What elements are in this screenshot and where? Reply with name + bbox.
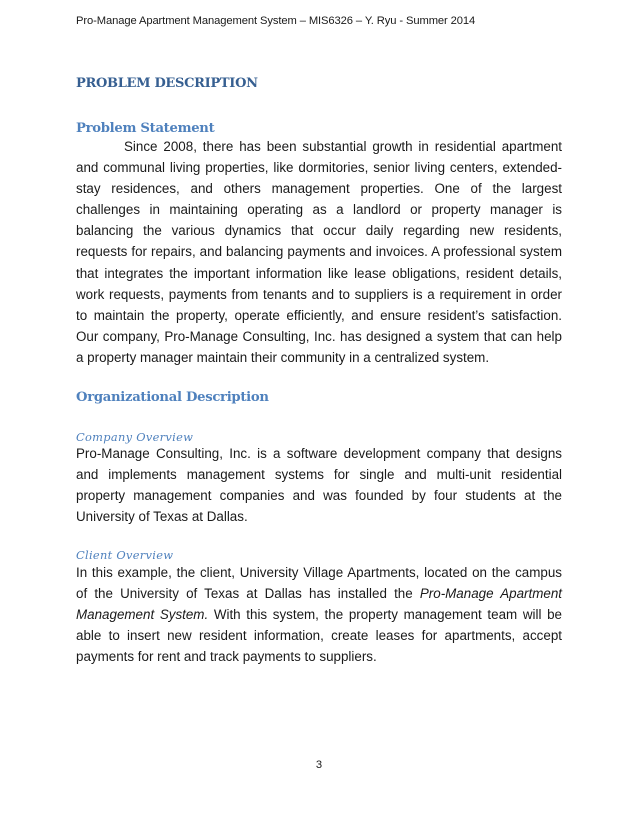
client-overview-text-before: In this example, the client, University Village Apartments, located on the campus of the University of Texas at Dallas has installed the xyxy=(76,565,562,602)
running-header: Pro-Manage Apartment Management System – MIS6326 – Y. Ryu - Summer 2014 xyxy=(76,15,476,27)
client-overview-text-after: With this system, the property management team will be able to insert new resident information, create leases for apartments, accept payments for rent and track payments to suppliers. xyxy=(76,607,562,665)
company-overview-body: Pro-Manage Consulting, Inc. is a software development company that designs and implements management systems for single and multi-unit residential property management companies and was founded by four students at the University of Texas at Dallas. xyxy=(76,446,562,525)
problem-statement-body: Since 2008, there has been substantial growth in residential apartment and communal living properties, like dormitories, senior living centers, extended-stay residences, and others management properties. One of the largest challenges in maintaining operating as a landlord or property manager is balancing the various dynamics that occur daily regarding new residents, requests for repairs, and balancing payments and invoices. A professional system that integrates the important information like lease obligations, resident details, work requests, payments from tenants and to suppliers is a requirement in order to maintain the property, operate efficiently, and ensure resident’s satisfaction. Our company, Pro-Manage Consulting, Inc. has designed a system that can help a property manager maintain their community in a centralized system. xyxy=(76,139,562,365)
client-overview-body xyxy=(76,562,562,667)
client-overview-heading: Client Overview xyxy=(76,548,174,562)
section-title: PROBLEM DESCRIPTION xyxy=(76,76,258,91)
problem-statement-heading: Problem Statement xyxy=(76,121,215,136)
organizational-description-heading: Organizational Description xyxy=(76,390,269,405)
system-name: Pro-Manage Apartment Management System. xyxy=(76,586,562,623)
company-overview-heading: Company Overview xyxy=(76,430,194,444)
page-number: 3 xyxy=(315,759,323,771)
